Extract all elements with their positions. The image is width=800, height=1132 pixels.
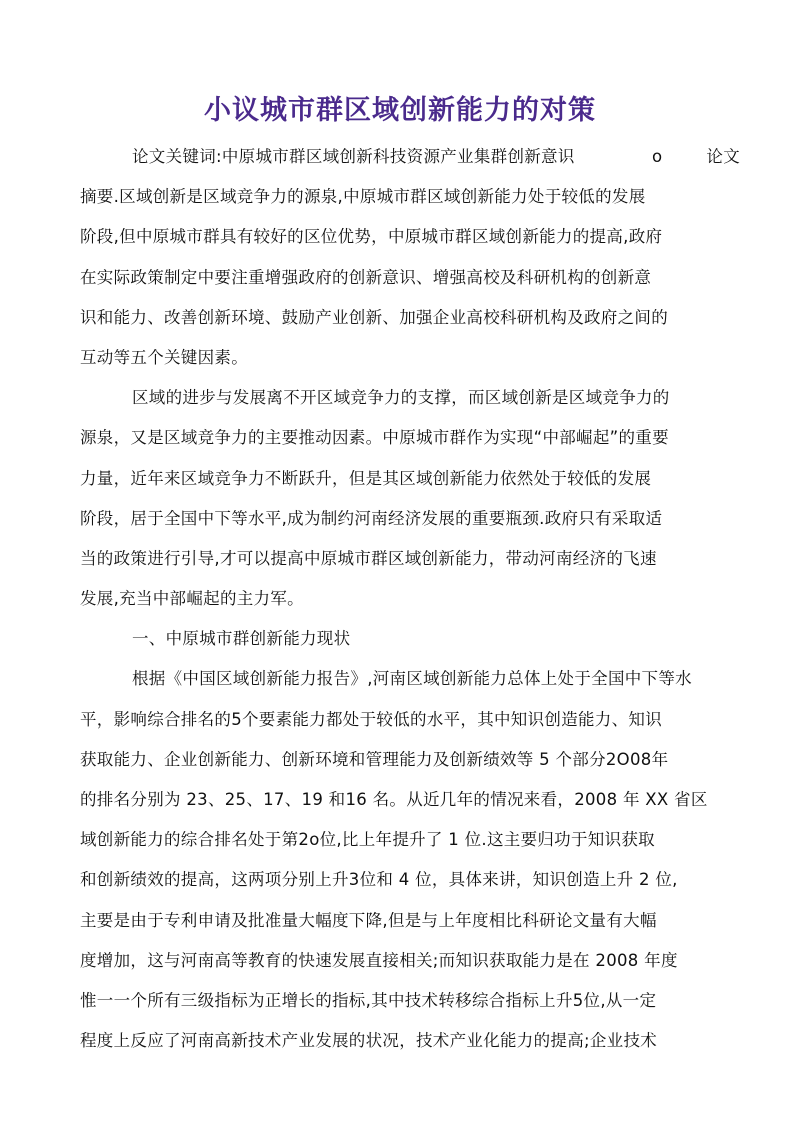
section-line-1: 根据《中国区域创新能力报告》,河南区域创新能力总体上处于全国中下等水 xyxy=(132,669,692,689)
keywords-mark: o xyxy=(652,147,663,166)
intro-line-6: 发展,充当中部崛起的主力军。 xyxy=(80,589,304,609)
document-title: 小议城市群区域创新能力的对策 xyxy=(204,95,596,126)
abstract-line-4: 识和能力、改善创新环境、鼓励产业创新、加强企业高校科研机构及政府之间的 xyxy=(80,307,668,327)
document-body xyxy=(80,137,740,1061)
abstract-line-2: 阶段,但中原城市群具有较好的区位优势，中原城市群区域创新能力的提高,政府 xyxy=(80,227,663,247)
abstract-line-5: 互动等五个关键因素。 xyxy=(80,347,248,367)
section-line-3: 获取能力、企业创新能力、创新环境和管理能力及创新绩效等 5 个部分2O08年 xyxy=(80,749,669,769)
section-line-9: 惟一一个所有三级指标为正增长的指标,其中技术转移综合指标上升5位,从一定 xyxy=(80,990,657,1010)
section-line-7: 主要是由于专利申请及批准量大幅度下降,但是与上年度相比科研论文量有大幅 xyxy=(80,910,657,930)
section-line-6: 和创新绩效的提高，这两项分别上升3位和 4 位，具体来讲，知识创造上升 2 位, xyxy=(80,870,678,890)
intro-line-5: 当的政策进行引导,才可以提高中原城市群区域创新能力，带动河南经济的飞速 xyxy=(80,548,657,568)
section-line-5: 域创新能力的综合排名处于第2o位,比上年提升了 1 位.这主要归功于知识获取 xyxy=(80,830,655,850)
keywords-line xyxy=(80,137,740,177)
section-heading: 一、中原城市群创新能力现状 xyxy=(132,629,351,649)
intro-line-4: 阶段，居于全国中下等水平,成为制约河南经济发展的重要瓶颈.政府只有采取适 xyxy=(80,508,663,528)
section-line-8: 度增加，这与河南高等教育的快速发展直接相关;而知识获取能力是在 2008 年度 xyxy=(80,950,678,970)
intro-line-1: 区域的进步与发展离不开区域竞争力的支撑，而区域创新是区域竞争力的 xyxy=(132,388,670,408)
abstract-line-1: 摘要.区域创新是区域竞争力的源泉,中原城市群区域创新能力处于较低的发展 xyxy=(80,187,646,207)
intro-line-3: 力量，近年来区域竞争力不断跃升，但是其区域创新能力依然处于较低的发展 xyxy=(80,468,652,488)
section-line-2: 平，影响综合排名的5个要素能力都处于较低的水平，其中知识创造能力、知识 xyxy=(80,709,662,729)
section-line-4: 的排名分别为 23、25、17、19 和16 名。从近几年的情况来看，2008 年 XX 省区 xyxy=(80,790,708,809)
abstract-line-3: 在实际政策制定中要注重增强政府的创新意识、增强高校及科研机构的创新意 xyxy=(80,267,652,287)
section-line-10: 程度上反应了河南高新技术产业发展的状况，技术产业化能力的提高;企业技术 xyxy=(80,1031,658,1051)
intro-line-2: 源泉，又是区域竞争力的主要推动因素。中原城市群作为实现“中部崛起”的重要 xyxy=(80,428,669,448)
keywords-tail: 论文 xyxy=(706,147,740,166)
keywords-text: 论文关键词:中原城市群区域创新科技资源产业集群创新意识 xyxy=(132,147,575,166)
